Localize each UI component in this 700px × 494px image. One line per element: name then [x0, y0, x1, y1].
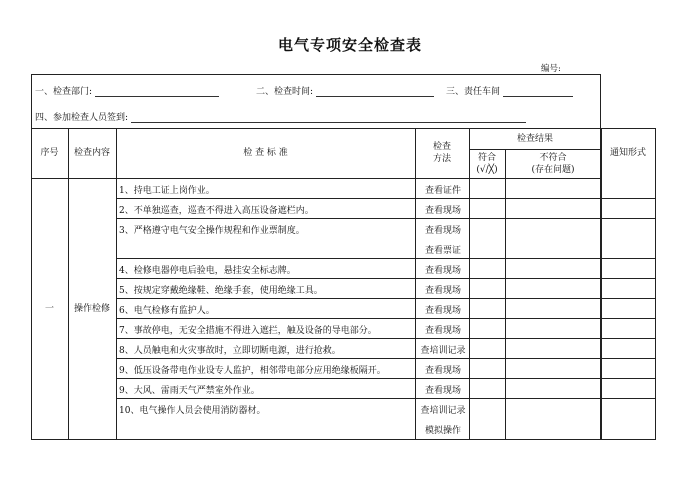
inspectors-label: 四、参加检查人员签到:: [35, 113, 129, 123]
standard-item-9: 9、低压设备带电作业设专人监护，相邻带电部分应用绝缘板隔开。: [119, 366, 386, 376]
header-result: 检查结果: [516, 133, 553, 144]
method-3: 查看现场: [424, 226, 461, 236]
notice-top-rule: [601, 128, 655, 129]
notice-bottom-rule: [601, 439, 656, 440]
form-title: 电气专项安全检查表: [277, 36, 422, 54]
row-rule: [116, 258, 655, 259]
responsible-workshop-label: 三、责任车间: [446, 87, 501, 97]
method-4: 查看现场: [424, 266, 461, 276]
inspectors-row: [35, 110, 526, 123]
notice-right-rule: [655, 128, 656, 440]
standard-item-5: 5、按规定穿戴绝缘鞋、绝缘手套，使用绝缘工具。: [119, 286, 323, 296]
standard-item-4: 4、检修电器停电后验电，悬挂安全标志牌。: [119, 266, 296, 276]
method-11: 查培训记录: [420, 406, 466, 416]
header-nonconform-line2: (存在问题): [531, 164, 575, 175]
col-rule-conform: [505, 149, 506, 440]
header-nonconform: [505, 149, 601, 178]
inspection-time-label: 二、检查时间:: [256, 87, 314, 97]
method-11-secondary: 模拟操作: [424, 426, 461, 436]
header-nonconform-line1: 不符合: [539, 152, 567, 163]
serial-number-label: 编号:: [541, 64, 561, 74]
inspection-time-row: [256, 84, 434, 97]
inspection-dept-field[interactable]: [95, 87, 219, 97]
header-seq: 序号: [40, 148, 59, 158]
row-rule: [116, 198, 655, 199]
method-2: 查看现场: [424, 206, 461, 216]
section-seq: 一: [44, 304, 54, 314]
method-3-secondary: 查看票证: [424, 246, 461, 256]
header-conform-line1: 符合: [477, 152, 496, 163]
section-content: 操作检修: [73, 304, 110, 314]
header-notice: 通知形式: [609, 148, 646, 158]
inspectors-sign-field[interactable]: [131, 113, 526, 123]
row-rule: [116, 378, 655, 379]
row-rule: [116, 338, 655, 339]
row-rule: [116, 358, 655, 359]
method-5: 查看现场: [424, 286, 461, 296]
method-6: 查看现场: [424, 306, 461, 316]
row-rule: [116, 218, 655, 219]
row-rule: [116, 318, 655, 319]
standard-item-8: 8、人员触电和火灾事故时，立即切断电源，进行抢救。: [119, 346, 341, 356]
method-8: 查培训记录: [420, 346, 466, 356]
method-1: 查看证件: [424, 186, 461, 196]
inspection-dept-label: 一、检查部门:: [35, 87, 93, 97]
row-rule: [116, 298, 655, 299]
standard-item-10: 9、大风、雷雨天气严禁室外作业。: [119, 386, 260, 396]
row-rule: [116, 278, 655, 279]
standard-item-1: 1、持电工证上岗作业。: [119, 186, 215, 196]
header-content: 检查内容: [73, 148, 110, 158]
responsible-workshop-field[interactable]: [503, 87, 573, 97]
standard-item-2: 2、不单独巡查，巡查不得进入高压设备遮栏内。: [119, 206, 314, 216]
header-method-line2: 方法: [432, 154, 451, 164]
standard-item-6: 6、电气检修有监护人。: [119, 306, 215, 316]
method-10: 查看现场: [424, 386, 461, 396]
inspection-time-field[interactable]: [316, 87, 434, 97]
standard-item-3: 3、严格遵守电气安全操作规程和作业票制度。: [119, 226, 305, 236]
header-conform-line2: (√/╳): [476, 164, 498, 175]
standard-item-11: 10、电气操作人员会使用消防器材。: [119, 406, 266, 416]
inspection-dept-row: [35, 84, 219, 97]
method-9: 查看现场: [424, 366, 461, 376]
header-method-line1: 检查: [432, 142, 451, 152]
header-method: [415, 128, 469, 178]
method-7: 查看现场: [424, 326, 461, 336]
row-rule: [116, 398, 655, 399]
header-standard: 检 查 标 准: [243, 148, 288, 158]
standard-item-7: 7、事故停电，无安全措施不得进入遮拦，触及设备的导电部分。: [119, 326, 377, 336]
header-conform: [469, 149, 505, 178]
responsible-workshop-row: [446, 84, 573, 97]
